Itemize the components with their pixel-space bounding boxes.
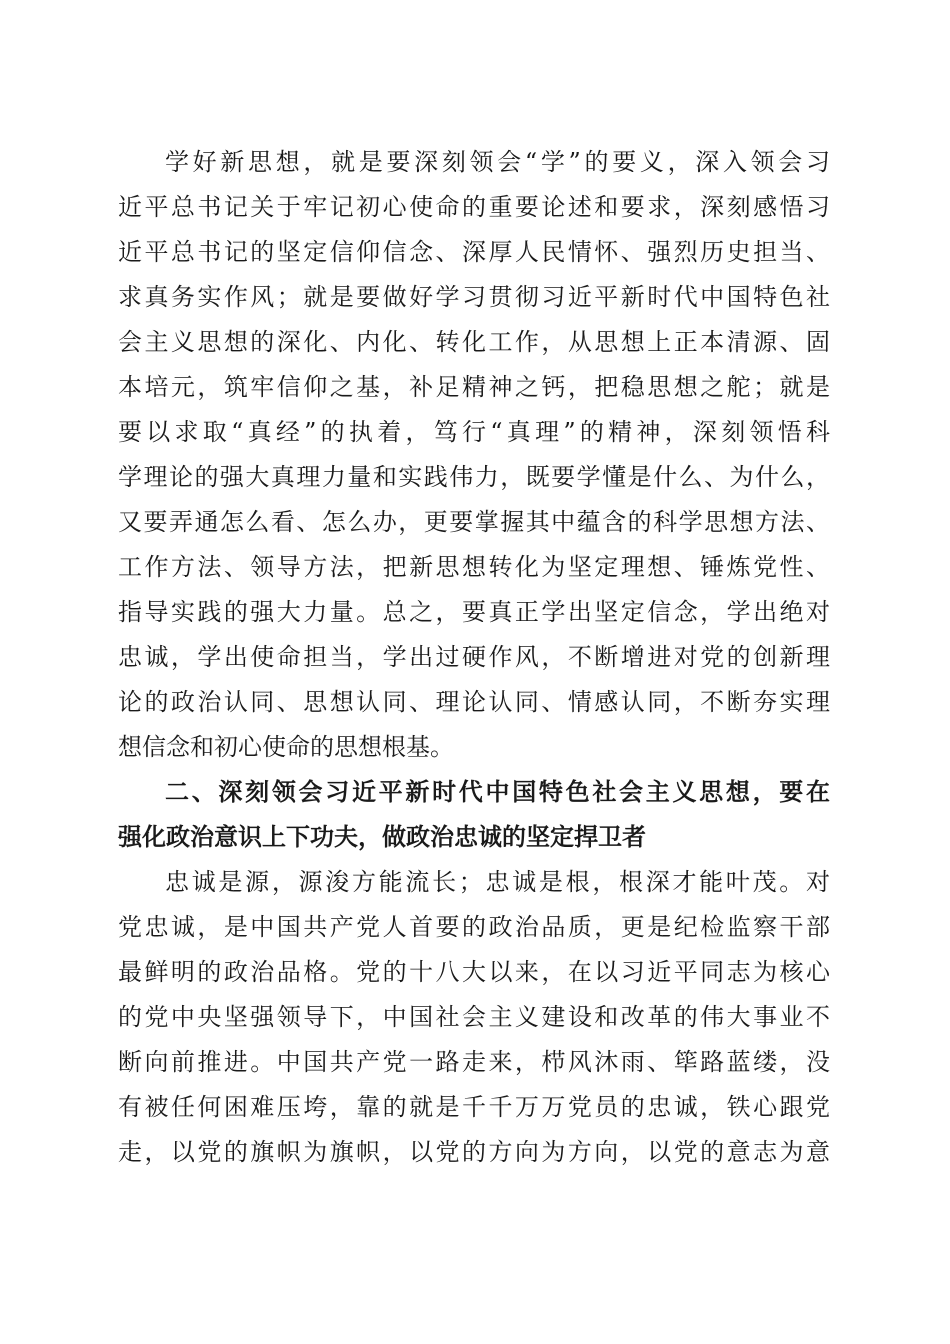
text-line: 要以求取“真经”的执着，笃行“真理”的精神，深刻领悟科 [118, 418, 830, 446]
heading-line: 强化政治意识上下功夫，做政治忠诚的坚定捍卫者 [118, 823, 646, 851]
text-line: 党忠诚，是中国共产党人首要的政治品质，更是纪检监察干部 [118, 913, 830, 941]
text-line: 学好新思想，就是要深刻领会“学”的要义，深入领会习 [165, 148, 830, 176]
text-line: 又要弄通怎么看、怎么办，更要掌握其中蕴含的科学思想方法、 [118, 508, 830, 536]
text-line: 的党中央坚强领导下，中国社会主义建设和改革的伟大事业不 [118, 1003, 830, 1031]
text-line: 本培元，筑牢信仰之基，补足精神之钙，把稳思想之舵；就是 [118, 373, 830, 401]
text-line: 忠诚是源，源浚方能流长；忠诚是根，根深才能叶茂。对 [165, 868, 830, 896]
heading-line: 二、深刻领会习近平新时代中国特色社会主义思想，要在 [165, 778, 830, 806]
text-line: 论的政治认同、思想认同、理论认同、情感认同，不断夯实理 [118, 688, 830, 716]
text-line: 工作方法、领导方法，把新思想转化为坚定理想、锤炼党性、 [118, 553, 830, 581]
text-line: 近平总书记的坚定信仰信念、深厚人民情怀、强烈历史担当、 [118, 238, 830, 266]
text-line: 近平总书记关于牢记初心使命的重要论述和要求，深刻感悟习 [118, 193, 830, 221]
text-line: 有被任何困难压垮，靠的就是千千万万党员的忠诚，铁心跟党 [118, 1093, 830, 1121]
text-line: 求真务实作风；就是要做好学习贯彻习近平新时代中国特色社 [118, 283, 830, 311]
text-line: 想信念和初心使命的思想根基。 [118, 733, 454, 761]
text-line: 走，以党的旗帜为旗帜，以党的方向为方向，以党的意志为意 [118, 1138, 830, 1166]
text-line: 学理论的强大真理力量和实践伟力，既要学懂是什么、为什么， [118, 463, 830, 491]
text-line: 指导实践的强大力量。总之，要真正学出坚定信念，学出绝对 [118, 598, 830, 626]
text-line: 断向前推进。中国共产党一路走来，栉风沐雨、筚路蓝缕，没 [118, 1048, 830, 1076]
text-line: 忠诚，学出使命担当，学出过硬作风，不断增进对党的创新理 [118, 643, 830, 671]
text-line: 最鲜明的政治品格。党的十八大以来，在以习近平同志为核心 [118, 958, 830, 986]
text-line: 会主义思想的深化、内化、转化工作，从思想上正本清源、固 [118, 328, 830, 356]
